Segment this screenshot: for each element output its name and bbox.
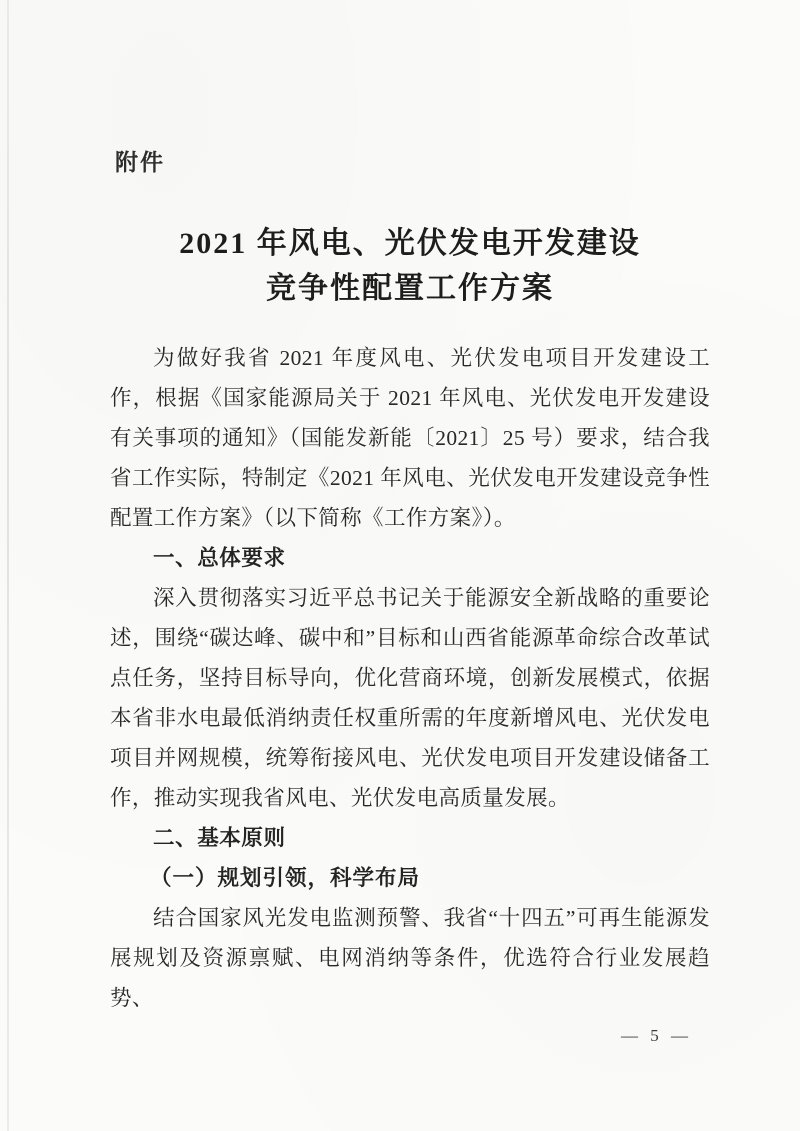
page-number: — 5 — bbox=[621, 1026, 692, 1045]
document-title bbox=[100, 221, 720, 311]
subsection-heading-planning-leadership: （一）规划引领，科学布局 bbox=[150, 866, 421, 890]
document-title-line1: 2021 年风电、光伏发电开发建设 bbox=[179, 227, 641, 260]
section-heading-basic-principles: 二、基本原则 bbox=[153, 826, 286, 850]
paragraph-introduction: 为做好我省 2021 年度风电、光伏发电项目开发建设工作，根据《国家能源局关于 2021 年风电、光伏发电开发建设有关事项的通知》（国能发新能〔2021〕25 号）要求，结合我省工作实际，特制定《2021 年风电、光伏发电开发建设竞争性配置工作方案》（以下简称《工作方案》）。 bbox=[110, 346, 710, 530]
paragraph-planning-leadership: 结合国家风光发电监测预警、我省“十四五”可再生能源发展规划及资源禀赋、电网消纳等条件，优选符合行业发展趋势、 bbox=[110, 906, 710, 1010]
document-body bbox=[110, 338, 710, 1018]
scan-edge-artifact bbox=[7, 0, 9, 1131]
paragraph-overall-requirements: 深入贯彻落实习近平总书记关于能源安全新战略的重要论述，围绕“碳达峰、碳中和”目标和山西省能源革命综合改革试点任务，坚持目标导向，优化营商环境，创新发展模式，依据本省非水电最低消纳责任权重所需的年度新增风电、光伏发电项目并网规模，统筹衔接风电、光伏发电项目开发建设储备工作，推动实现我省风电、光伏发电高质量发展。 bbox=[110, 586, 710, 810]
document-title-line2: 竞争性配置工作方案 bbox=[266, 272, 554, 305]
section-heading-overall-requirements: 一、总体要求 bbox=[153, 546, 286, 570]
attachment-label: 附件 bbox=[115, 149, 165, 175]
